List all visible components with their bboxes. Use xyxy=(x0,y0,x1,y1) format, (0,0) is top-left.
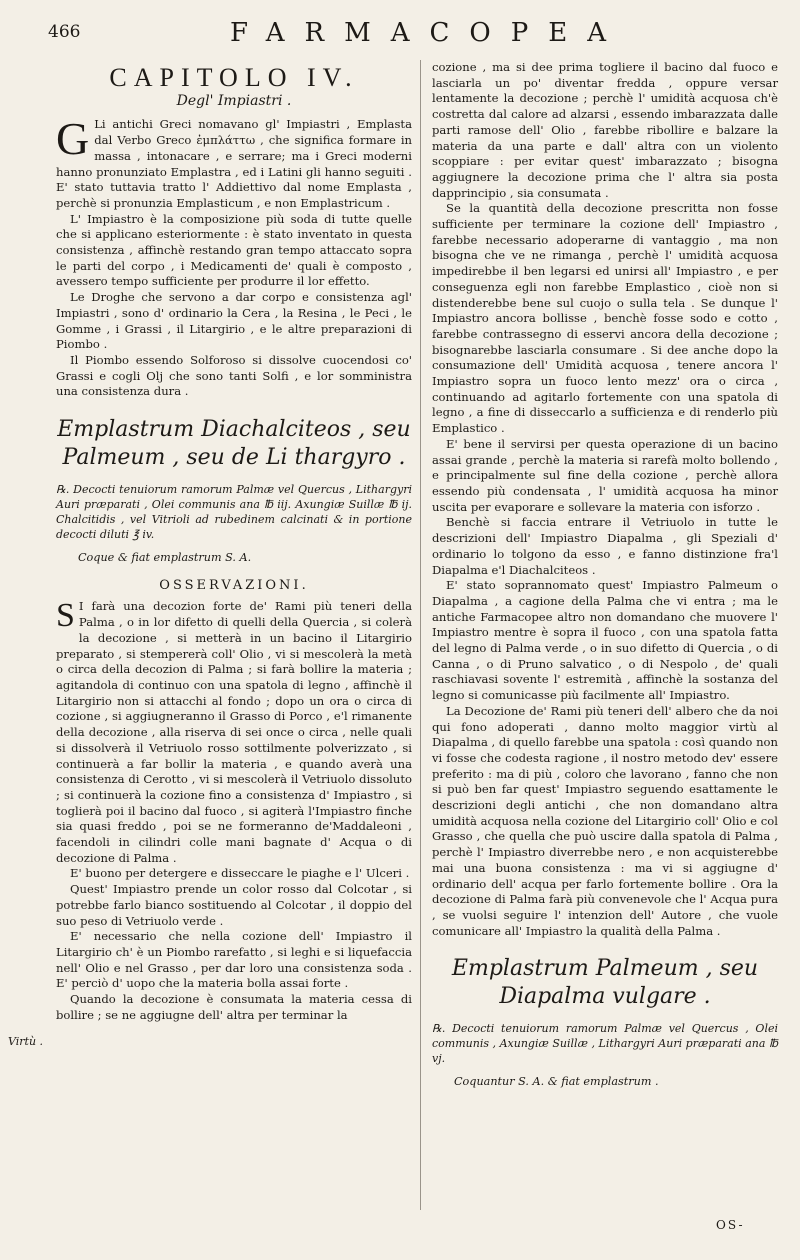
left-column xyxy=(56,60,412,1023)
chapter-title: CAPITOLO IV. xyxy=(109,63,359,92)
paragraph: L' Impiastro è la composizione più soda di tutte quelle che si applicano esteriormente : è stato inventato in questa consistenza , affinchè restando gran tempo attaccato sopra le parti del corpo , i Medicamenti de' quali è composto , avessero tempo sufficiente per produrre il lor effetto. xyxy=(56,211,412,289)
paragraph: E' bene il servirsi per questa operazione di un bacino assai grande , perchè la materia si rarefà molto bollendo , e principalmente sul fine della cozione , perchè allora essendo più condensata , l' umidità acquosa ha minor uscita per evaporare e sollevare la materia con isforzo . xyxy=(432,436,778,514)
catchword: OS- xyxy=(716,1218,745,1232)
paragraph: Le Droghe che servono a dar corpo e consistenza agl' Impiastri , sono d' ordinario la Cera , la Resina , le Peci , le Gomme , i Grassi , il Litargirio , e le altre preparazioni di Piombo . xyxy=(56,290,412,352)
drop-cap: S xyxy=(56,597,75,635)
intro-text: Li antichi Greci nomavano gl' Impiastri , Emplasta dal Verbo Greco ἐμπλάττω , che significa formare in massa , intonacare , e serrare; ma i Greci moderni hanno pronunziato Emplastra , ed i Latini gli hanno seguiti . E' stato tuttavia tratto l' Addiettivo dal nome Emplasta , perchè si pronunzia Emplasticum , e non Emplastricum . xyxy=(56,117,412,210)
paragraph: Quest' Impiastro prende un color rosso dal Colcotar , si potrebbe farlo bianco sostituendo al Colcotar , il doppio del suo peso di Vetriuolo verde . xyxy=(56,882,412,928)
chapter-subtitle: Degl' Impiastri . xyxy=(176,92,292,109)
margin-note: Virtù . xyxy=(8,1035,44,1048)
running-title: FARMACOPEA xyxy=(230,18,626,48)
paragraph: E' buono per detergere e disseccare le piaghe e l' Ulceri . xyxy=(70,866,410,881)
paragraph: Il Piombo essendo Solforoso si dissolve cuocendosi co' Grassi e cogli Olj che sono tanti Solfi , e lor somministra una consistenza dura . xyxy=(56,352,412,399)
paragraph: E' necessario che nella cozione dell' Impiastro il Litargirio ch' è un Piombo rarefatto , si leghi e si liquefaccia nell' Olio e nel Grasso , per dar loro una consistenza soda . E' perciò d' uopo che la materia bolla assai forte . xyxy=(56,929,412,991)
right-column xyxy=(432,60,778,1102)
recipe-title: Emplastrum Palmeum , seu Diapalma vulgare . xyxy=(451,956,759,1010)
running-head xyxy=(48,18,768,54)
observations-text: I farà una decozion forte de' Rami più teneri della Palma , o in lor difetto di quelli della Quercia , si colerà la decozione , si metterà in un bacino il Litargirio preparato , si stempererà coll' Olio , vi si mescolerà la metà o circa della decozion di Palma ; si farà bollire la materia ; agitandola di continuo con una spatola di legno , affinchè il Litargirio non si attacchi al fondo ; dopo un ora o circa di cozione , si aggiugneranno il Grasso di Porco , e'l rimanente della decozione , alla riserva di sei once o circa , nelle quali si dissolverà il Vetriuolo rosso sottilmente polverizzato , si continuerà a far bollir la materia , e quando averà una consistenza di Cerotto , vi si mescolerà il Vetriuolo dissoluto ; si continuerà la cozione fino a consistenza d' Impiastro , si toglierà poi il bacino dal fuoco , si agiterà l'Impiastro finche sia quasi freddo , poi se ne formeranno de'Maddaleoni , facendoli in cilindri colle mani bagnate d' Acqua o di decozione di Palma . xyxy=(56,599,412,865)
recipe-instruction: Coque & fiat emplastrum S. A. xyxy=(78,551,252,565)
observations-paragraph xyxy=(56,599,412,866)
paragraph: La Decozione de' Rami più teneri dell' albero che da noi qui fono adoperati , danno molto maggior virtù al Diapalma , di quello farebbe una spatola : così quando non vi fosse che codesta ragione , il nostro metodo dev' essere preferito : ma di più , coloro che lavorano , fanno che non si può ben far quest' Impiastro seguendo esattamente le descrizioni degli antichi , che non domandano altra umidità acquosa nella cozione del Litargirio coll' Olio e col Grasso , che quella che può uscire dalla spatola di Palma , perchè l' Impiastro diverrebbe nero , e non acquisterebbe mai una buona consistenza : ma vi si aggiugne d' ordinario dell' acqua per farlo fortemente bollire . Ora la decozione di Palma farà più convenevole che l' Acqua pura , se vuolsi seguire l' intenzion dell' Autore , che vuole comunicare all' Impiastro la qualità della Palma . xyxy=(432,703,778,938)
page-number: 466 xyxy=(48,22,81,42)
paragraph: Se la quantità della decozione prescritta non fosse sufficiente per terminare la cozione dell' Impiastro , farebbe necessario adoperarne di vantaggio , ma non bisogna che ve ne rimanga , perchè l' umidità acquosa impedirebbe il ben legarsi ed unirsi all' Impiastro , e per conseguenza egli non farebbe Emplastico , cioè non si distenderebbe bene sul cuojo o sulla tela . Se dunque l' Impiastro ancora bollisse , benchè fosse sodo e cotto , farebbe contrassegno di esservi ancora della decozione ; bisognarebbe lasciarla consumare . Si dee anche dopo la consumazione dell' Umidità acquosa , tenere ancora l' Impiastro sopra un fuoco lento mezz' ora o circa , continuando ad agitarlo fortemente con una spatola di legno , a fine di disseccarlo a sufficienza e di renderlo più Emplastico . xyxy=(432,201,778,436)
column-divider xyxy=(420,60,421,1210)
paragraph: E' stato soprannomato quest' Impiastro Palmeum o Diapalma , a cagione della Palma che vi entra ; ma le antiche Farmacopee altro non domandano che muovere l' Impiastro mentre è sopra il fuoco , con una spatola fatta del legno di Palma verde , o in suo difetto di Quercia , o di Canna , o di Pruno salvatico , o di Nespolo , de' quali raschiavasi sovente l' estremità , affinchè la sostanza del legno si comunicasse più facilmente all' Impiastro. xyxy=(432,578,778,703)
recipe-formula: ℞. Decocti tenuiorum ramorum Palmæ vel Quercus , Olei communis , Axungiæ Suillæ , Lithargyri Auri præparati ana ℔ vj. xyxy=(432,1022,778,1066)
paragraph: Benchè si faccia entrare il Vetriuolo in tutte le descrizioni dell' Impiastro Diapalma , gli Speziali d' ordinario lo tolgono da esso , e fanno distinzione fra'l Diapalma e'l Diachalciteos . xyxy=(432,515,778,577)
intro-paragraph xyxy=(56,113,412,211)
recipe-formula: ℞. Decocti tenuiorum ramorum Palmæ vel Quercus , Lithargyri Auri præparati , Olei communis ana ℔ iij. Axungiæ Suillæ ℔ ij. Chalcitidis , vel Vitrioli ad rubedinem calcinati & in portione decocti diluti ℥ iv. xyxy=(56,483,412,542)
paragraph: cozione , ma si dee prima togliere il bacino dal fuoco e lasciarla un po' diventar fredda , oppure versar lentamente la decozione ; perchè l' umidità acquosa ch'è costretta dal calore ad alzarsi , essendo imbarazzata dalle parti ramose dell' Olio , farebbe ribollire e balzare la materia da una parte e dall' altra con un violento scoppiare : per evitar quest' imbarazzato ; bisogna aggiugnere la decozione prima che l' altra sia posta dapprincipio , sia consumata . xyxy=(432,60,778,200)
paragraph: Quando la decozione è consumata la materia cessa di bollire ; se ne aggiugne dell' altra per terminar la xyxy=(56,992,412,1022)
drop-cap: G xyxy=(56,113,90,165)
recipe-title: Emplastrum Diachalciteos , seu Palmeum , seu de Li thargyro . xyxy=(57,417,411,471)
recipe-instruction: Coquantur S. A. & fiat emplastrum . xyxy=(454,1075,659,1089)
observations-heading: OSSERVAZIONI. xyxy=(159,577,309,593)
